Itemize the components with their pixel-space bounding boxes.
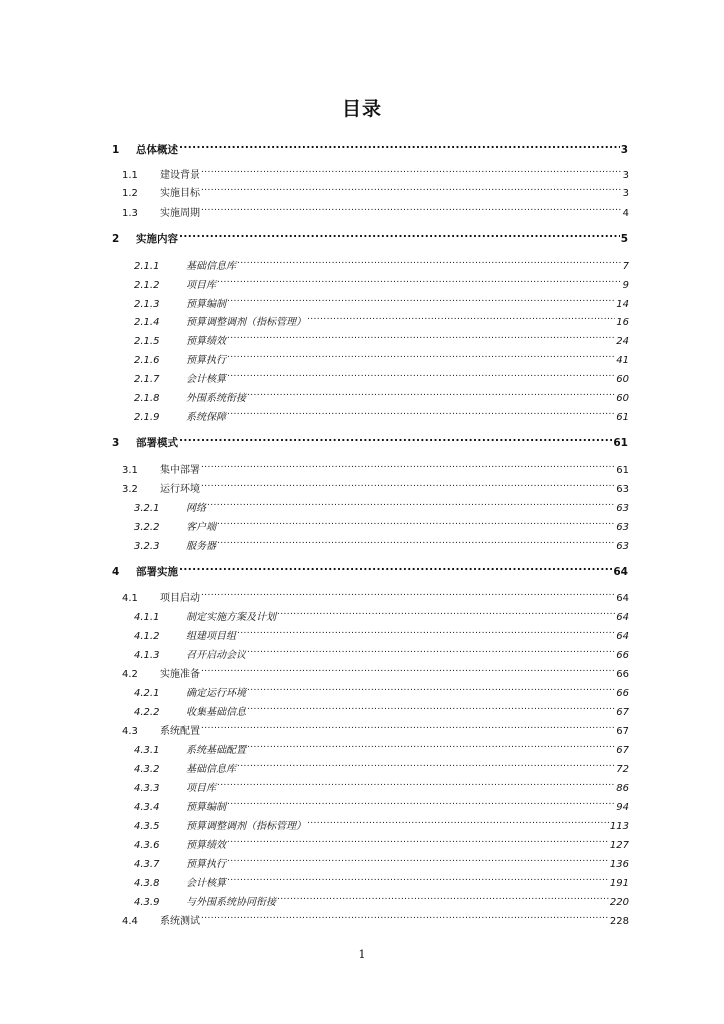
toc-dot-leader <box>247 385 615 401</box>
toc-entry-title: 组建项目组 <box>186 631 236 642</box>
toc-entry-page: 3 <box>622 170 629 181</box>
toc-entry-number: 3.2.3 <box>134 541 160 552</box>
toc-entry-page: 41 <box>616 355 629 366</box>
toc-entry-number: 4.1 <box>122 593 138 604</box>
toc-entry[interactable] <box>134 291 629 310</box>
toc-entry-page: 61 <box>616 465 629 476</box>
toc-entry-page: 3 <box>620 144 628 156</box>
toc-entry[interactable] <box>112 559 628 578</box>
toc-entry[interactable] <box>134 889 629 908</box>
toc-entry-title: 预算调整调剂（指标管理） <box>186 821 306 832</box>
toc-entry-page: 72 <box>616 764 629 775</box>
toc-entry-page: 60 <box>616 374 629 385</box>
toc-dot-leader <box>217 533 615 549</box>
toc-entry-page: 66 <box>616 669 629 680</box>
toc-dot-leader <box>201 180 622 196</box>
toc-dot-leader <box>207 495 615 511</box>
toc-entry[interactable] <box>134 680 629 699</box>
toc-dot-leader <box>201 585 615 601</box>
toc-entry-title: 实施准备 <box>160 669 200 680</box>
toc-dot-leader <box>307 813 609 829</box>
toc-entry[interactable] <box>134 623 629 642</box>
toc-entry-page: 60 <box>616 393 629 404</box>
toc-entry[interactable] <box>134 642 629 661</box>
toc-entry[interactable] <box>122 661 629 680</box>
toc-entry-number: 4.1.1 <box>134 612 160 623</box>
toc-entry[interactable] <box>122 476 629 495</box>
toc-entry-number: 4.3.6 <box>134 840 160 851</box>
toc-entry-title: 会计核算 <box>186 374 226 385</box>
toc-entry-number: 2.1.5 <box>134 336 160 347</box>
toc-entry-number: 4.3.2 <box>134 764 160 775</box>
toc-entry-title: 项目库 <box>186 280 216 291</box>
toc-entry-number: 4.1.3 <box>134 650 160 661</box>
toc-entry-title: 系统配置 <box>160 726 200 737</box>
toc-entry-number: 3.1 <box>122 465 138 476</box>
toc-dot-leader <box>247 680 615 696</box>
toc-entry-title: 预算调整调剂（指标管理） <box>186 317 306 328</box>
toc-entry-number: 4.1.2 <box>134 631 160 642</box>
toc-entry-page: 3 <box>622 188 629 199</box>
toc-entry-page: 63 <box>616 541 629 552</box>
toc-entry[interactable] <box>134 756 629 775</box>
toc-entry-number: 2.1.9 <box>134 412 160 423</box>
toc-entry[interactable] <box>134 813 629 832</box>
toc-entry-page: 64 <box>613 566 628 578</box>
toc-dot-leader <box>179 559 612 575</box>
toc-entry[interactable] <box>134 328 629 347</box>
toc-entry-page: 220 <box>609 897 629 908</box>
toc-entry[interactable] <box>122 718 629 737</box>
toc-entry[interactable] <box>122 200 629 219</box>
toc-dot-leader <box>227 851 609 867</box>
toc-dot-leader <box>201 457 615 473</box>
toc-entry-title: 收集基础信息 <box>186 707 246 718</box>
toc-entry[interactable] <box>134 533 629 552</box>
toc-entry-page: 61 <box>616 412 629 423</box>
toc-entry-number: 3.2.2 <box>134 522 160 533</box>
toc-dot-leader <box>227 366 615 382</box>
toc-dot-leader <box>201 908 609 924</box>
toc-entry[interactable] <box>134 604 629 623</box>
toc-entry[interactable] <box>134 775 629 794</box>
toc-entry[interactable] <box>122 585 629 604</box>
toc-entry-title: 实施目标 <box>160 188 200 199</box>
page-number: 1 <box>358 948 366 961</box>
toc-entry-number: 2.1.4 <box>134 317 160 328</box>
toc-entry[interactable] <box>134 309 629 328</box>
toc-entry-number: 4.3.5 <box>134 821 160 832</box>
toc-entry-number: 2.1.2 <box>134 280 160 291</box>
toc-entry-page: 136 <box>609 859 629 870</box>
toc-entry-number: 2.1.6 <box>134 355 160 366</box>
toc-entry-number: 3 <box>112 437 120 449</box>
toc-entry-title: 项目库 <box>186 783 216 794</box>
toc-dot-leader <box>247 642 615 658</box>
toc-dot-leader <box>277 604 615 620</box>
toc-entry-number: 2 <box>112 233 120 245</box>
toc-dot-leader <box>237 756 615 772</box>
toc-dot-leader <box>227 832 609 848</box>
toc-entry-page: 16 <box>616 317 629 328</box>
toc-entry-number: 4.3.8 <box>134 878 160 889</box>
toc-entry-title: 服务器 <box>186 541 216 552</box>
toc-entry-title: 确定运行环境 <box>186 688 246 699</box>
toc-entry-page: 113 <box>609 821 629 832</box>
toc-entry-page: 66 <box>616 650 629 661</box>
toc-entry-title: 项目启动 <box>160 593 200 604</box>
toc-dot-leader <box>227 870 609 886</box>
toc-entry[interactable] <box>134 851 629 870</box>
toc-entry-title: 总体概述 <box>136 144 178 156</box>
toc-entry-page: 64 <box>616 593 629 604</box>
toc-entry[interactable] <box>134 832 629 851</box>
toc-entry-title: 客户端 <box>186 522 216 533</box>
toc-entry-title: 制定实施方案及计划 <box>186 612 276 623</box>
toc-entry-number: 4.3.9 <box>134 897 160 908</box>
toc-entry-page: 127 <box>609 840 629 851</box>
toc-entry-number: 1.2 <box>122 188 138 199</box>
toc-dot-leader <box>227 404 615 420</box>
toc-entry-page: 61 <box>613 437 628 449</box>
toc-entry-number: 4.2.2 <box>134 707 160 718</box>
toc-entry-number: 2.1.1 <box>134 261 160 272</box>
toc-entry-title: 召开启动会议 <box>186 650 246 661</box>
toc-entry[interactable] <box>134 870 629 889</box>
toc-dot-leader <box>201 200 622 216</box>
toc-entry-page: 191 <box>609 878 629 889</box>
toc-entry-page: 94 <box>616 802 629 813</box>
toc-entry[interactable] <box>122 180 629 199</box>
toc-dot-leader <box>277 889 609 905</box>
toc-entry-number: 4.2.1 <box>134 688 160 699</box>
toc-entry-page: 63 <box>616 484 629 495</box>
toc-entry-number: 1.1 <box>122 170 138 181</box>
toc-entry-title: 系统保障 <box>186 412 226 423</box>
toc-entry-number: 2.1.7 <box>134 374 160 385</box>
toc-entry-title: 会计核算 <box>186 878 226 889</box>
toc-entry-title: 运行环境 <box>160 484 200 495</box>
toc-entry[interactable] <box>122 457 629 476</box>
toc-entry-number: 2.1.3 <box>134 299 160 310</box>
toc-entry-title: 预算编制 <box>186 802 226 813</box>
toc-entry-number: 3.2 <box>122 484 138 495</box>
toc-entry-title: 基础信息库 <box>186 261 236 272</box>
toc-entry-number: 4.3.4 <box>134 802 160 813</box>
toc-entry-title: 网络 <box>186 503 206 514</box>
page-title: 目录 <box>341 98 382 120</box>
toc-entry[interactable] <box>122 908 629 927</box>
toc-entry-number: 4.3.1 <box>134 745 160 756</box>
toc-entry-page: 64 <box>616 612 629 623</box>
toc-entry-page: 66 <box>616 688 629 699</box>
toc-entry[interactable] <box>134 514 629 533</box>
toc-dot-leader <box>179 137 620 153</box>
toc-entry-page: 64 <box>616 631 629 642</box>
toc-entry[interactable] <box>134 347 629 366</box>
toc-entry[interactable] <box>134 794 629 813</box>
toc-entry[interactable] <box>134 737 629 756</box>
toc-entry-number: 4 <box>112 566 120 578</box>
toc-entry-page: 14 <box>616 299 629 310</box>
toc-entry[interactable] <box>134 404 629 423</box>
toc-entry-page: 67 <box>616 726 629 737</box>
toc-entry[interactable] <box>134 699 629 718</box>
toc-entry[interactable] <box>112 430 628 449</box>
toc-entry-title: 系统测试 <box>160 916 200 927</box>
toc-dot-leader <box>201 476 615 492</box>
toc-entry-number: 4.3 <box>122 726 138 737</box>
toc-entry-title: 建设背景 <box>160 170 200 181</box>
toc-entry-title: 集中部署 <box>160 465 200 476</box>
toc-entry[interactable] <box>134 385 629 404</box>
toc-entry[interactable] <box>134 272 629 291</box>
toc-entry-number: 3.2.1 <box>134 503 160 514</box>
toc-entry-number: 1 <box>112 144 120 156</box>
toc-entry-page: 24 <box>616 336 629 347</box>
toc-dot-leader <box>227 347 615 363</box>
toc-entry-number: 2.1.8 <box>134 393 160 404</box>
toc-entry-page: 4 <box>622 208 629 219</box>
toc-dot-leader <box>237 253 622 269</box>
toc-entry-title: 与外围系统协同衔接 <box>186 897 276 908</box>
toc-entry[interactable] <box>112 226 628 245</box>
toc-entry[interactable] <box>122 162 629 181</box>
toc-entry-page: 228 <box>609 916 629 927</box>
toc-entry-number: 4.4 <box>122 916 138 927</box>
toc-dot-leader <box>201 661 615 677</box>
toc-entry-title: 基础信息库 <box>186 764 236 775</box>
toc-entry[interactable] <box>112 137 628 156</box>
toc-entry-title: 部署模式 <box>136 437 178 449</box>
toc-entry-page: 5 <box>620 233 628 245</box>
toc-dot-leader <box>247 699 615 715</box>
toc-dot-leader <box>227 794 615 810</box>
toc-entry-number: 4.3.7 <box>134 859 160 870</box>
toc-entry[interactable] <box>134 253 629 272</box>
toc-entry-page: 63 <box>616 522 629 533</box>
toc-dot-leader <box>227 328 615 344</box>
toc-entry-page: 63 <box>616 503 629 514</box>
toc-dot-leader <box>227 291 615 307</box>
toc-entry-title: 系统基础配置 <box>186 745 246 756</box>
toc-dot-leader <box>201 162 622 178</box>
toc-dot-leader <box>217 775 615 791</box>
toc-entry-page: 86 <box>616 783 629 794</box>
toc-entry-page: 67 <box>616 707 629 718</box>
toc-dot-leader <box>179 430 612 446</box>
toc-dot-leader <box>247 737 615 753</box>
toc-entry-number: 1.3 <box>122 208 138 219</box>
toc-dot-leader <box>307 309 615 325</box>
toc-entry-number: 4.2 <box>122 669 138 680</box>
toc-entry-title: 部署实施 <box>136 566 178 578</box>
toc-entry-title: 外围系统衔接 <box>186 393 246 404</box>
toc-entry-page: 9 <box>622 280 629 291</box>
toc-entry-page: 7 <box>622 261 629 272</box>
toc-dot-leader <box>179 226 620 242</box>
toc-entry-page: 67 <box>616 745 629 756</box>
toc-dot-leader <box>237 623 615 639</box>
toc-entry-title: 实施内容 <box>136 233 178 245</box>
toc-entry-title: 预算执行 <box>186 859 226 870</box>
toc-entry-title: 预算执行 <box>186 355 226 366</box>
toc-dot-leader <box>217 272 622 288</box>
toc-entry-number: 4.3.3 <box>134 783 160 794</box>
toc-dot-leader <box>201 718 615 734</box>
toc-dot-leader <box>217 514 615 530</box>
toc-entry-title: 实施周期 <box>160 208 200 219</box>
toc-entry[interactable] <box>134 366 629 385</box>
toc-entry-title: 预算绩效 <box>186 336 226 347</box>
toc-entry-title: 预算编制 <box>186 299 226 310</box>
toc-entry[interactable] <box>134 495 629 514</box>
toc-entry-title: 预算绩效 <box>186 840 226 851</box>
